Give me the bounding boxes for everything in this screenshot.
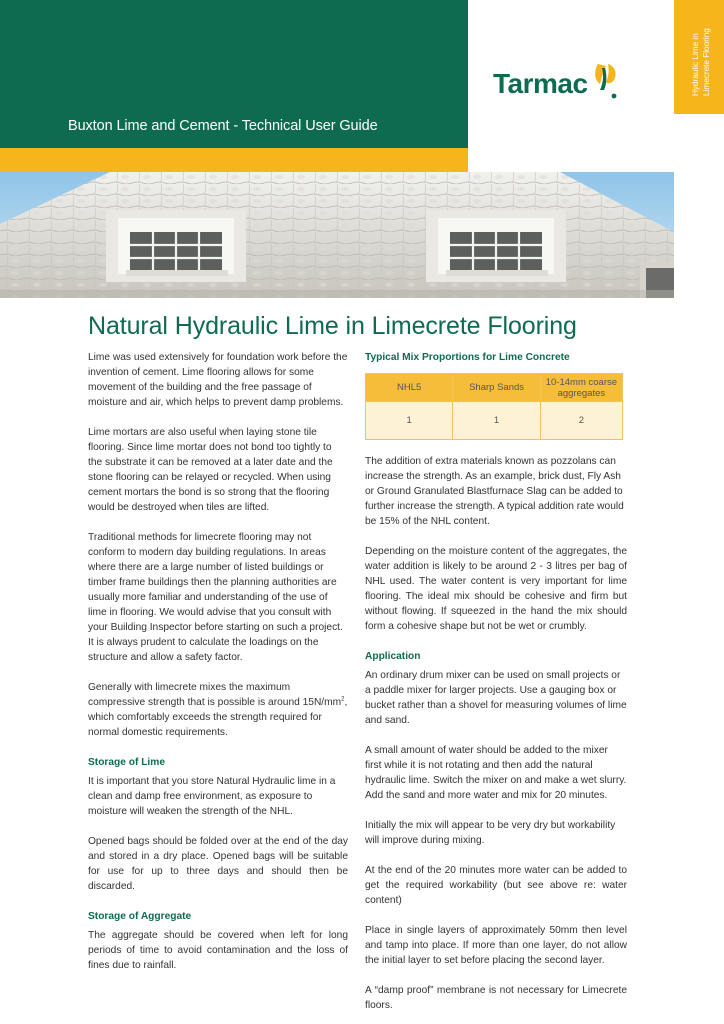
table-header-row	[366, 374, 623, 402]
left-column	[88, 350, 348, 988]
pozzolans-paragraph: The addition of extra materials known as pozzolans can increase the strength. As an example, brick dust, Fly Ash or Ground Granulated Blastfurnace Slag can be added to further increase the strength. A typical addition rate would be 15% of the NHL content.	[365, 456, 624, 527]
table-header-cell: NHL5	[366, 374, 453, 402]
dry-mix-paragraph: Initially the mix will appear to be very dry but workability will improve during mixing.	[365, 820, 616, 846]
guide-subtitle: Buxton Lime and Cement - Technical User Guide	[68, 118, 378, 134]
membrane-paragraph: A “damp proof” membrane is not necessary for Limecrete floors.	[365, 985, 627, 1011]
workability-paragraph: At the end of the 20 minutes more water can be added to get the required workability (but see above re: water content)	[365, 865, 627, 906]
table-cell: 1	[366, 402, 453, 440]
tarmac-logo	[493, 62, 620, 100]
right-column	[365, 350, 627, 1024]
opened-bags-paragraph: Opened bags should be folded over at the end of the day and stored in a dry place. Opened bags will be suitable for use for up to three days and should then be discarded.	[88, 836, 348, 892]
heading-storage-of-lime: Storage of Lime	[88, 757, 165, 768]
table-cell: 1	[453, 402, 540, 440]
stone-tile-paragraph: Lime mortars are also useful when laying stone tile flooring. Since lime mortar does not bond too tightly to the substrate it can be removed at a later date and the stone flooring can be relayed or recycled. When using cement mortars the bond is so strong that the flooring would be destroyed when tiles are lifted.	[88, 427, 333, 513]
logo-wordmark: Tarmac	[493, 68, 588, 99]
header-accent-stripe	[0, 148, 468, 172]
table-header-cell: Sharp Sands	[453, 374, 540, 402]
regulations-paragraph: Traditional methods for limecrete flooring may not conform to modern day building regulations. In areas where there are a large number of listed buildings or timber frame buildings then the planning authorities are usually more familiar and understanding of the use of lime in flooring. We would advise that you consult with your Building Inspector before starting on such a project. It is always prudent to calculate the loadings on the structure and allow a safety factor.	[88, 532, 343, 663]
page-title: Natural Hydraulic Lime in Limecrete Flooring	[88, 312, 577, 340]
table-row	[366, 402, 623, 440]
layers-paragraph: Place in single layers of approximately 50mm then level and tamp into place. If more than one layer, do not allow the initial layer to set before placing the second layer.	[365, 925, 627, 966]
water-first-paragraph: A small amount of water should be added to the mixer first while it is not rotating and then add the natural hydraulic lime. Switch the mixer on and make a wet slurry. Add the sand and more water and mix for 20 minutes.	[365, 745, 627, 801]
strength-superscript: 2	[341, 696, 345, 703]
heading-application: Application	[365, 651, 421, 662]
mixer-paragraph: An ordinary drum mixer can be used on small projects or a paddle mixer for larger projects. Use a gauging box or bucket rather than a shovel for measuring volumes of lime and sand.	[365, 670, 627, 726]
heading-mix-proportions: Typical Mix Proportions for Lime Concrete	[365, 352, 570, 363]
side-tab-line1: Hydraulic Lime in	[691, 33, 700, 96]
hero-photo	[0, 172, 674, 298]
heading-storage-of-aggregate: Storage of Aggregate	[88, 911, 192, 922]
strength-text-a: Generally with limecrete mixes the maximum compressive strength that is possible is around 15N/mm	[88, 682, 342, 708]
moisture-paragraph: Depending on the moisture content of the aggregates, the water addition is likely to be around 2 - 3 litres per bag of NHL used. The water content is very important for lime flooring. The ideal mix should be cohesive and firm but without flowing. If squeezed in the hand the mix should form a cohesive shape but not be wet or crumbly.	[365, 546, 627, 632]
table-header-cell: 10-14mm coarse aggregates	[540, 374, 622, 402]
mix-proportions-table	[365, 373, 623, 440]
side-tab	[674, 0, 724, 114]
strength-paragraph	[88, 680, 348, 740]
storage-lime-paragraph: It is important that you store Natural Hydraulic lime in a clean and damp free environment, as exposure to moisture will weaken the strength of the NHL.	[88, 776, 336, 817]
aggregate-paragraph: The aggregate should be covered when left for long periods of time to avoid contamination and the loss of fines due to rainfall.	[88, 930, 348, 971]
side-tab-text	[690, 0, 712, 96]
intro-paragraph: Lime was used extensively for foundation work before the invention of cement. Lime flooring allows for some movement of the building and the free passage of moisture and air, which helps to prevent damp problems.	[88, 352, 348, 408]
logo-mark-icon	[592, 62, 620, 100]
strength-text-b: , which comfortably exceeds the strength required for normal domestic requirements.	[88, 697, 348, 738]
table-cell: 2	[540, 402, 622, 440]
side-tab-line2: Limecrete Flooring	[702, 28, 711, 96]
